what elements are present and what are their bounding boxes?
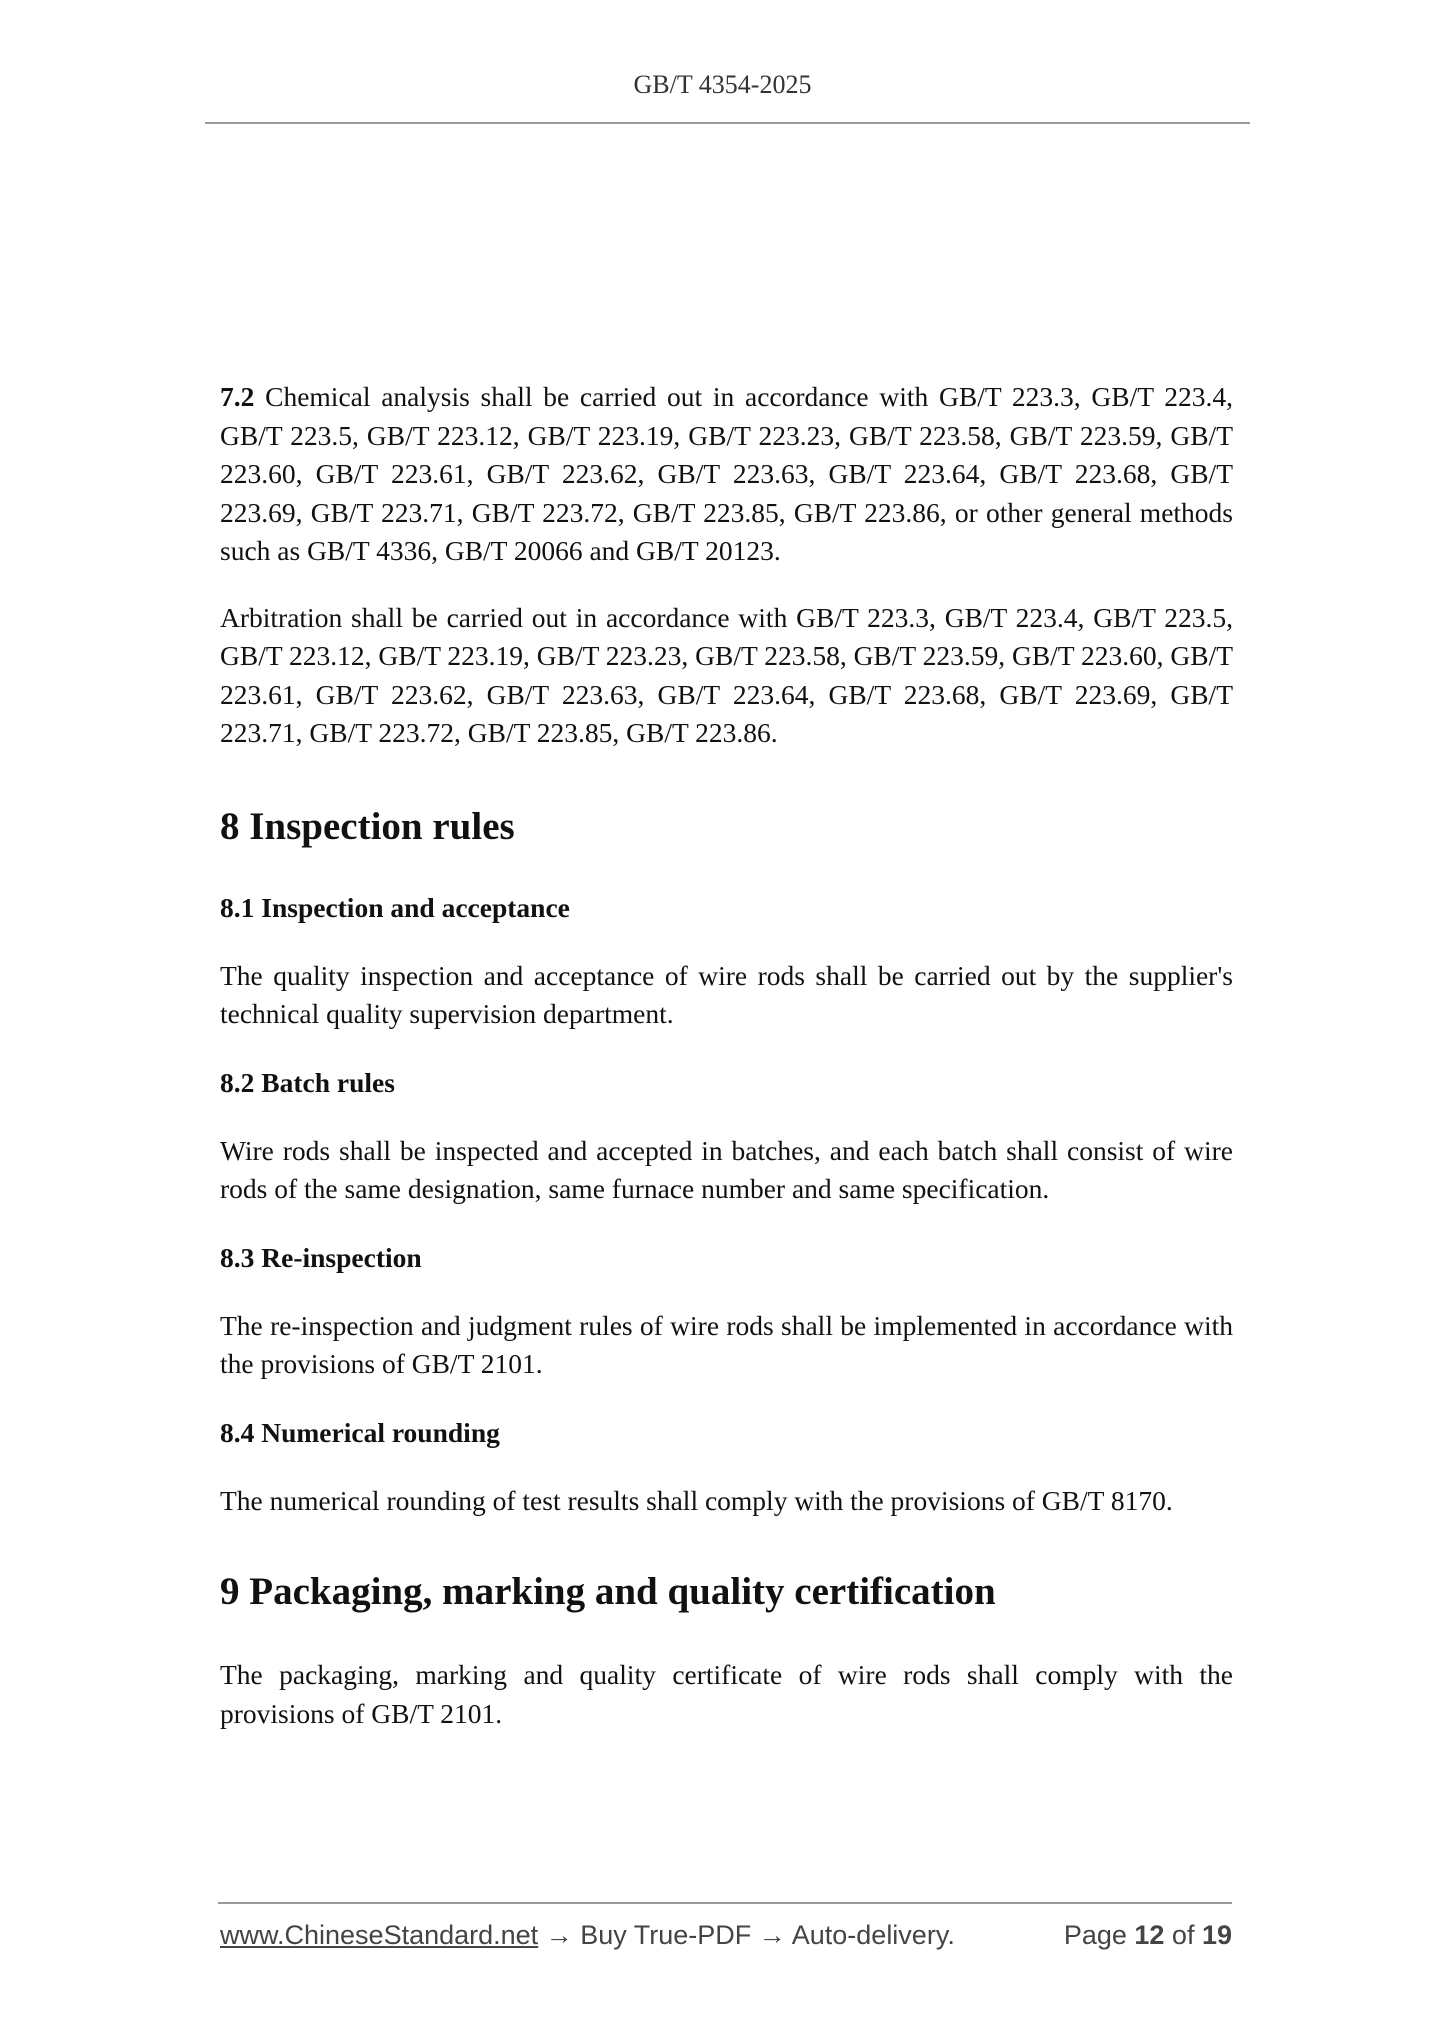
- page-label: Page: [1063, 1920, 1135, 1950]
- subsection-8-1-heading: 8.1 Inspection and acceptance: [220, 891, 570, 923]
- page-footer: [220, 1920, 1232, 1960]
- subsection-8-4-heading: 8.4 Numerical rounding: [220, 1416, 500, 1448]
- footer-tagline: → Buy True-PDF → Auto-delivery.: [538, 1920, 955, 1950]
- footer-promo: [220, 1920, 955, 1951]
- subsection-8-2-body: Wire rods shall be inspected and accepted in batches, and each batch shall consist of wire rods of the same designation, same furnace number and same specification.: [220, 1134, 1233, 1204]
- page-of-label: of: [1164, 1920, 1202, 1950]
- clause-7-2-paragraph: [220, 378, 1233, 571]
- section-9-heading: 9 Packaging, marking and quality certification: [220, 1570, 996, 1613]
- subsection-8-2-heading: 8.2 Batch rules: [220, 1066, 395, 1098]
- header-divider: [205, 122, 1250, 124]
- subsection-8-4-body: The numerical rounding of test results shall comply with the provisions of GB/T 8170.: [220, 1484, 1173, 1516]
- page-indicator: [1064, 1920, 1232, 1951]
- subsection-8-1-body: The quality inspection and acceptance of wire rods shall be carried out by the supplier's technical quality supervision department.: [220, 959, 1233, 1029]
- clause-7-2-number: 7.2: [220, 381, 255, 412]
- total-page-count: 19: [1201, 1920, 1232, 1950]
- document-header: GB/T 4354-2025: [633, 70, 812, 99]
- subsection-8-3-body: The re-inspection and judgment rules of wire rods shall be implemented in accordance with the provisions of GB/T 2101.: [220, 1309, 1233, 1379]
- section-9-body: The packaging, marking and quality certificate of wire rods shall comply with the provisions of GB/T 2101.: [220, 1659, 1233, 1729]
- subsection-8-3-heading: 8.3 Re-inspection: [220, 1241, 422, 1273]
- page-content: [220, 378, 1233, 1733]
- footer-divider: [218, 1902, 1232, 1904]
- website-link[interactable]: www.ChineseStandard.net: [220, 1920, 539, 1950]
- clause-7-2-text: Chemical analysis shall be carried out in accordance with GB/T 223.3, GB/T 223.4, GB/T 223.5, GB/T 223.12, GB/T 223.19, GB/T 223.23, GB/T 223.58, GB/T 223.59, GB/T 223.60, GB/T 223.61, GB/T 223.62, GB/T 223.63, GB/T 223.64, GB/T 223.68, GB/T 223.69, GB/T 223.71, GB/T 223.72, GB/T 223.85, GB/T 223.86, or other general methods such as GB/T 4336, GB/T 20066 and GB/T 20123.: [220, 381, 1233, 566]
- arbitration-paragraph: Arbitration shall be carried out in accordance with GB/T 223.3, GB/T 223.4, GB/T 223.5, GB/T 223.12, GB/T 223.19, GB/T 223.23, GB/T 223.58, GB/T 223.59, GB/T 223.60, GB/T 223.61, GB/T 223.62, GB/T 223.63, GB/T 223.64, GB/T 223.68, GB/T 223.69, GB/T 223.71, GB/T 223.72, GB/T 223.85, GB/T 223.86.: [220, 601, 1234, 748]
- current-page-number: 12: [1134, 1920, 1165, 1950]
- section-8-heading: 8 Inspection rules: [220, 804, 515, 848]
